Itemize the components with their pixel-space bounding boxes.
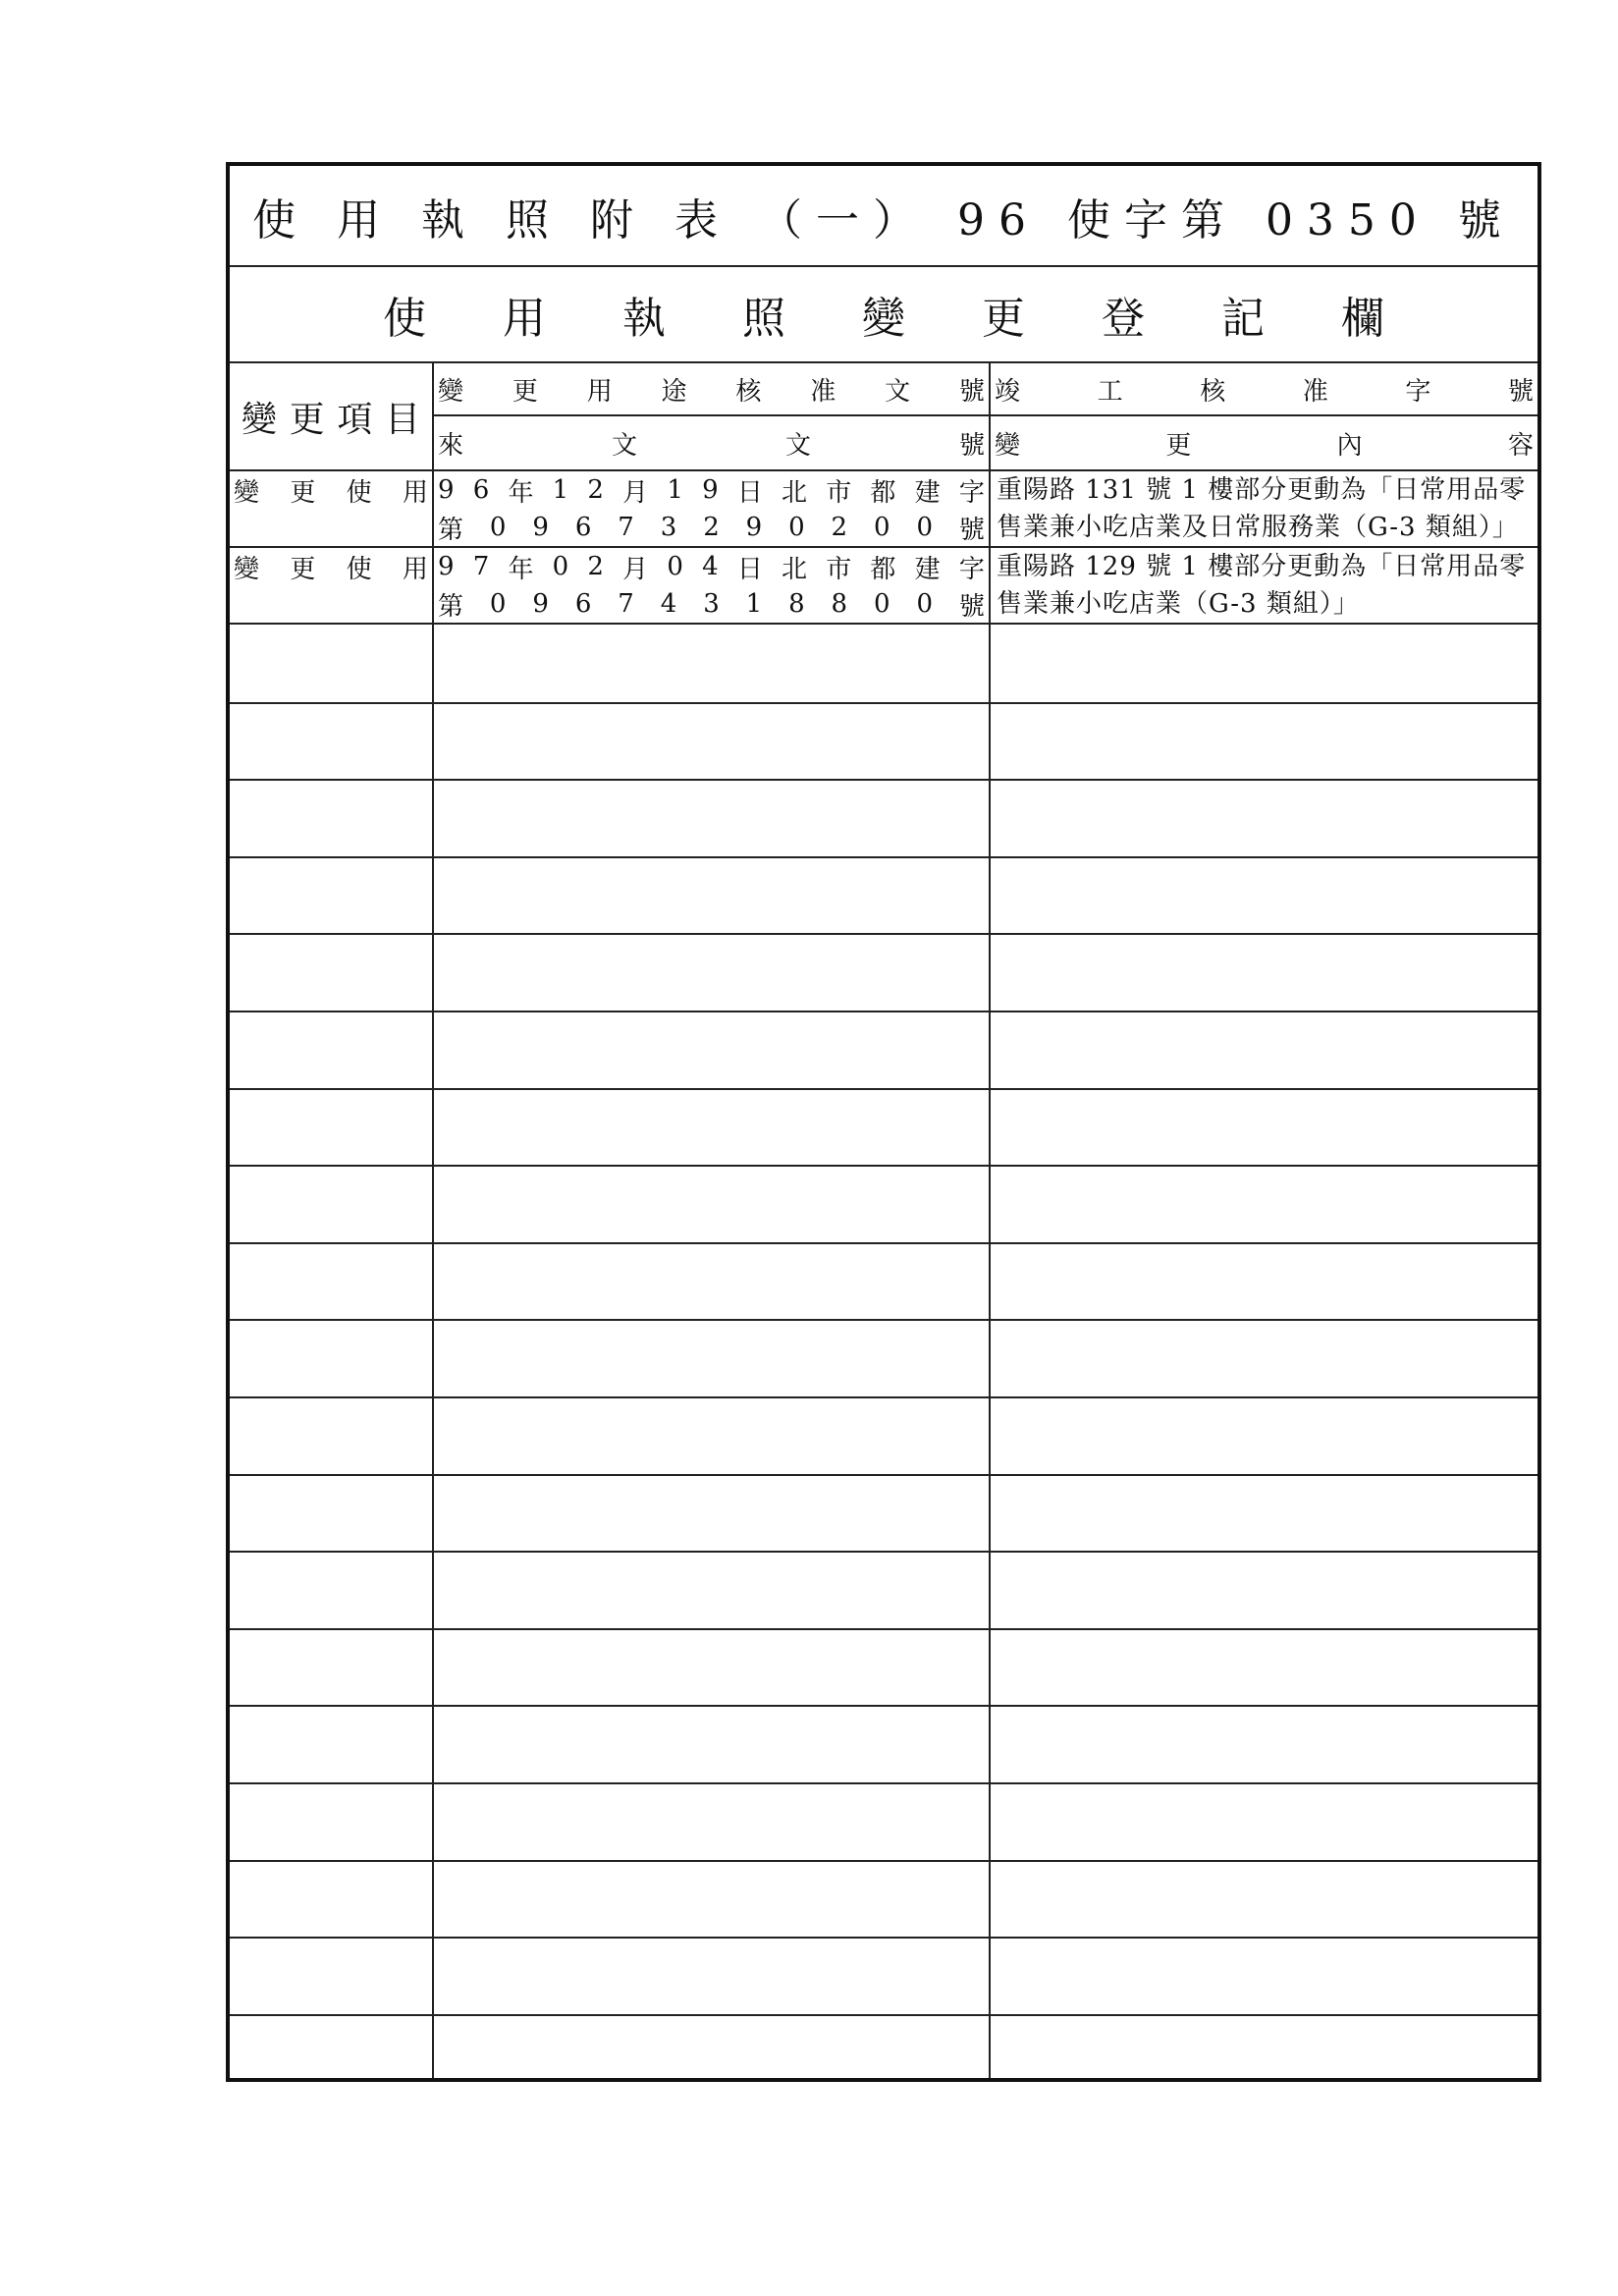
header-char: 更 <box>1165 430 1192 461</box>
header-char: 來 <box>438 430 464 461</box>
blank-row-border <box>230 1396 1537 1398</box>
header-char: 更 <box>512 376 538 407</box>
header-incoming-doc-no <box>434 416 989 469</box>
row-char: 0 <box>874 589 890 619</box>
row-char: 北 <box>782 554 808 584</box>
row-char: 月 <box>622 554 649 584</box>
row-char: 字 <box>958 477 985 508</box>
row-char: 變 <box>234 477 260 508</box>
header-char: 更 <box>289 399 325 440</box>
subtitle-char: 記 <box>1221 294 1265 344</box>
blank-row-border <box>230 1165 1537 1167</box>
row-char: 2 <box>703 513 720 542</box>
header-char: 准 <box>810 376 836 407</box>
row-doc-date <box>434 548 989 585</box>
header-char: 工 <box>1097 376 1123 407</box>
row-change-content: 重陽路 129 號 1 樓部分更動為「日常用品零 <box>997 552 1527 581</box>
header-char: 竣 <box>995 376 1021 407</box>
row-char: 號 <box>958 591 985 622</box>
row-char: 年 <box>508 554 534 584</box>
row-char: 9 <box>745 513 763 542</box>
row-char: 9 <box>438 552 455 581</box>
row-char: 日 <box>736 477 763 508</box>
row-border <box>230 623 1537 625</box>
blank-row-border <box>230 1474 1537 1476</box>
blank-row-border <box>230 2014 1537 2016</box>
blank-row-border <box>230 1319 1537 1321</box>
row-change-content: 重陽路 131 號 1 樓部分更動為「日常用品零 <box>997 475 1527 505</box>
row-char: 用 <box>402 554 428 584</box>
row-char: 0 <box>788 513 805 542</box>
blank-row-border <box>230 702 1537 704</box>
row-char: 變 <box>234 554 260 584</box>
row-char: 0 <box>489 513 507 542</box>
blank-row-border <box>230 1937 1537 1939</box>
blank-row-border <box>230 1088 1537 1090</box>
blank-row-border <box>230 1628 1537 1630</box>
subtitle-char: 登 <box>1102 294 1145 344</box>
subtitle-char: 欄 <box>1341 294 1384 344</box>
row-char: 建 <box>914 477 941 508</box>
subtitle-char: 照 <box>742 294 785 344</box>
row-change-content: 售業兼小吃店業（G-3 類組）」 <box>997 589 1360 619</box>
blank-row-border <box>230 1011 1537 1012</box>
header-char: 文 <box>611 430 637 461</box>
row-change-item <box>230 471 432 509</box>
row-change-content: 售業兼小吃店業及日常服務業（G-3 類組）」 <box>997 513 1519 542</box>
row-char: 6 <box>574 589 592 619</box>
subtitle-char: 更 <box>982 294 1025 344</box>
row-char: 6 <box>574 513 592 542</box>
row-char: 2 <box>831 513 848 542</box>
license-form <box>226 162 1541 2082</box>
row-char: 日 <box>736 554 763 584</box>
row-char: 9 <box>532 589 549 619</box>
subtitle-char: 用 <box>503 294 546 344</box>
row-char: 0 <box>916 589 933 619</box>
row-char: 使 <box>346 477 372 508</box>
row-doc-number <box>434 585 989 623</box>
header-char: 核 <box>1200 376 1226 407</box>
header-char: 容 <box>1507 430 1534 461</box>
header-char: 內 <box>1336 430 1363 461</box>
row-char: 7 <box>472 552 490 581</box>
blank-row-border <box>230 1551 1537 1553</box>
form-title: 使 用 執 照 附 表 （一） 96 使字第 0350 號 <box>230 166 1537 267</box>
header-change-item <box>230 363 432 469</box>
subtitle-char: 執 <box>622 294 666 344</box>
row-char: 9 <box>702 475 719 505</box>
form-subtitle <box>230 267 1537 363</box>
row-char: 3 <box>660 513 677 542</box>
row-char: 6 <box>472 475 490 505</box>
blank-row-border <box>230 856 1537 858</box>
row-char: 3 <box>703 589 720 619</box>
header-char: 文 <box>885 376 911 407</box>
header-char: 項 <box>337 399 373 440</box>
header-char: 准 <box>1302 376 1328 407</box>
row-char: 更 <box>290 477 316 508</box>
header-char: 途 <box>661 376 687 407</box>
row-char: 建 <box>914 554 941 584</box>
row-char: 年 <box>508 477 534 508</box>
row-char: 4 <box>660 589 677 619</box>
blank-row-border <box>230 1782 1537 1784</box>
row-char: 2 <box>587 475 604 505</box>
row-char: 北 <box>782 477 808 508</box>
row-char: 7 <box>618 589 634 619</box>
row-char: 0 <box>874 513 890 542</box>
row-char: 使 <box>346 554 372 584</box>
row-char: 第 <box>438 591 464 622</box>
row-char: 月 <box>622 477 649 508</box>
blank-row-border <box>230 1860 1537 1862</box>
header-completion-approval-no <box>991 363 1537 414</box>
row-char: 9 <box>532 513 549 542</box>
row-char: 1 <box>745 589 763 619</box>
row-char: 0 <box>916 513 933 542</box>
row-char: 9 <box>438 475 455 505</box>
row-doc-number <box>434 509 989 546</box>
row-char: 第 <box>438 515 464 545</box>
subtitle-chars <box>383 283 1384 346</box>
header-char: 變 <box>438 376 464 407</box>
row-char: 4 <box>702 552 719 581</box>
row-char: 號 <box>958 515 985 545</box>
row-char: 都 <box>870 554 896 584</box>
row-char: 1 <box>667 475 683 505</box>
header-char: 用 <box>586 376 613 407</box>
header-char: 核 <box>735 376 762 407</box>
header-char: 號 <box>958 430 985 461</box>
row-char: 字 <box>958 554 985 584</box>
subtitle-char: 使 <box>383 294 426 344</box>
row-char: 2 <box>587 552 604 581</box>
header-approval-doc-no <box>434 363 989 414</box>
header-char: 目 <box>384 399 420 440</box>
blank-row-border <box>230 1242 1537 1244</box>
row-char: 市 <box>826 554 852 584</box>
header-char: 變 <box>995 430 1021 461</box>
header-char: 字 <box>1405 376 1431 407</box>
header-change-content <box>991 416 1537 469</box>
row-doc-date <box>434 471 989 509</box>
row-char: 8 <box>788 589 805 619</box>
row-change-item <box>230 548 432 585</box>
row-char: 用 <box>402 477 428 508</box>
row-char: 1 <box>552 475 569 505</box>
row-char: 8 <box>831 589 848 619</box>
row-char: 7 <box>618 513 634 542</box>
header-char: 變 <box>242 399 278 440</box>
row-char: 0 <box>552 552 569 581</box>
row-char: 市 <box>826 477 852 508</box>
change-registration-table <box>230 363 1537 2078</box>
header-char: 號 <box>1507 376 1534 407</box>
blank-row-border <box>230 933 1537 935</box>
row-char: 0 <box>489 589 507 619</box>
blank-row-border <box>230 779 1537 781</box>
row-char: 0 <box>667 552 683 581</box>
row-char: 都 <box>870 477 896 508</box>
header-char: 號 <box>958 376 985 407</box>
header-char: 文 <box>784 430 811 461</box>
subtitle-char: 變 <box>862 294 905 344</box>
blank-row-border <box>230 1705 1537 1707</box>
row-char: 更 <box>290 554 316 584</box>
